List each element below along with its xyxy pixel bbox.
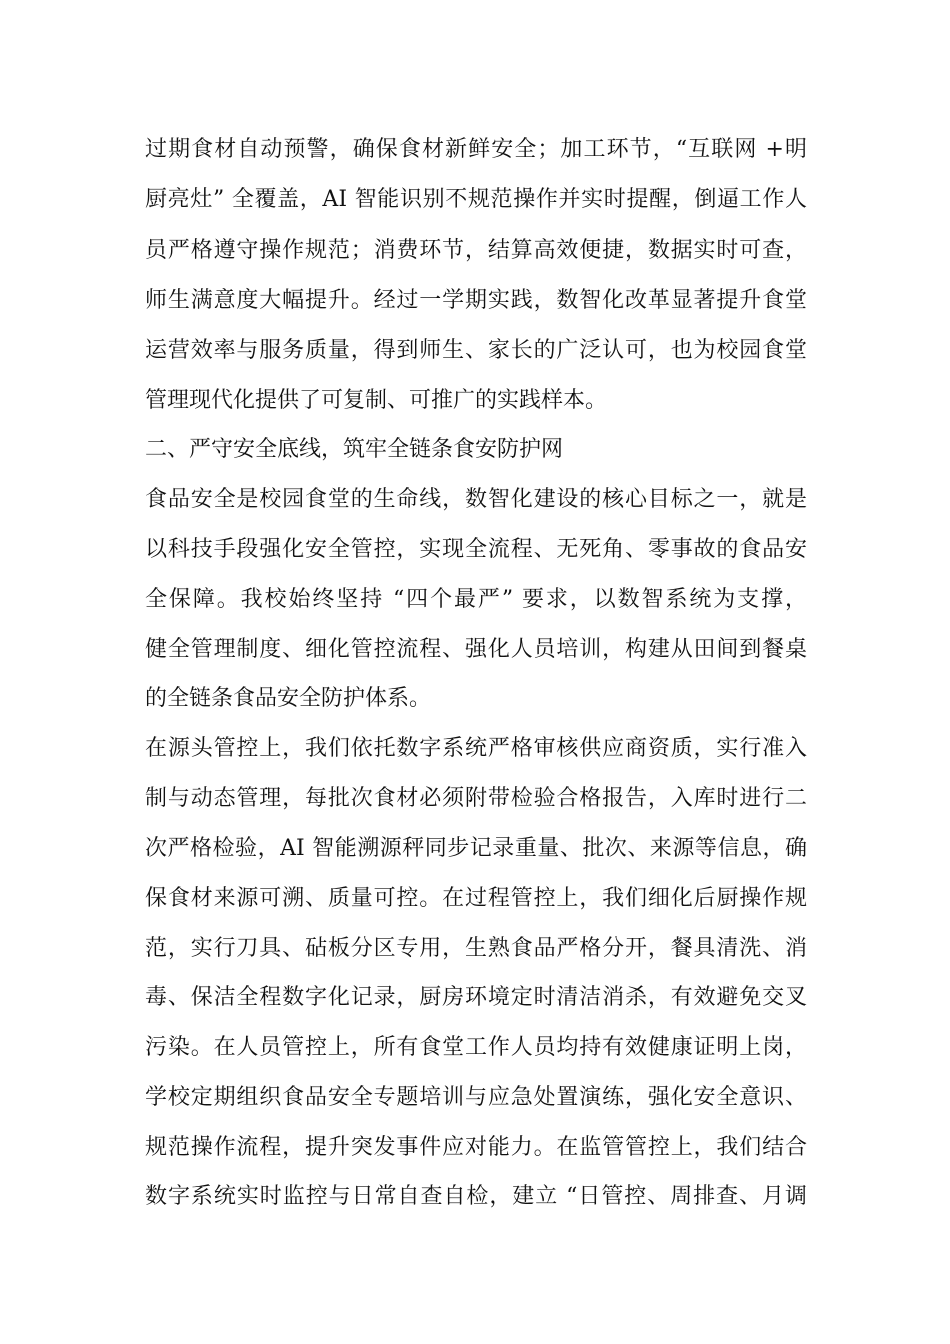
text-line: 师生满意度大幅提升。经过一学期实践，数智化改革显著提升食堂: [145, 288, 807, 313]
text-line: 管理现代化提供了可复制、可推广的实践样本。: [145, 388, 608, 413]
text-line: 次严格检验，AI 智能溯源秤同步记录重量、批次、来源等信息，确: [145, 836, 807, 861]
text-line: 健全管理制度、细化管控流程、强化人员培训，构建从田间到餐桌: [145, 637, 807, 662]
text-line: 数字系统实时监控与日常自查自检，建立 “日管控、周排查、月调: [145, 1184, 807, 1209]
text-line: 保食材来源可溯、质量可控。在过程管控上，我们细化后厨操作规: [145, 886, 807, 911]
text-line: 污染。在人员管控上，所有食堂工作人员均持有效健康证明上岗，: [145, 1035, 807, 1060]
section-heading: 二、严守安全底线，筑牢全链条食安防护网: [145, 437, 564, 462]
text-line: 毒、保洁全程数字化记录，厨房环境定时清洁消杀，有效避免交叉: [145, 985, 807, 1010]
text-line: 制与动态管理，每批次食材必须附带检验合格报告，入库时进行二: [145, 786, 807, 811]
text-line: 以科技手段强化安全管控，实现全流程、无死角、零事故的食品安: [145, 537, 807, 562]
text-line: 员严格遵守操作规范；消费环节，结算高效便捷，数据实时可查，: [145, 238, 807, 263]
text-line: 在源头管控上，我们依托数字系统严格审核供应商资质，实行准入: [145, 736, 807, 761]
text-line: 全保障。我校始终坚持 “四个最严” 要求，以数智系统为支撑，: [145, 587, 807, 612]
text-line: 学校定期组织食品安全专题培训与应急处置演练，强化安全意识、: [145, 1085, 807, 1110]
text-line: 食品安全是校园食堂的生命线，数智化建设的核心目标之一，就是: [145, 487, 807, 512]
text-line: 规范操作流程，提升突发事件应对能力。在监管管控上，我们结合: [145, 1135, 807, 1160]
text-line: 过期食材自动预警，确保食材新鲜安全；加工环节，“互联网 +明: [145, 137, 807, 162]
text-line: 运营效率与服务质量，得到师生、家长的广泛认可，也为校园食堂: [145, 338, 807, 363]
text-line: 的全链条食品安全防护体系。: [145, 686, 432, 711]
text-line: 范，实行刀具、砧板分区专用，生熟食品严格分开，餐具清洗、消: [145, 936, 807, 961]
text-line: 厨亮灶” 全覆盖，AI 智能识别不规范操作并实时提醒，倒逼工作人: [145, 187, 807, 212]
